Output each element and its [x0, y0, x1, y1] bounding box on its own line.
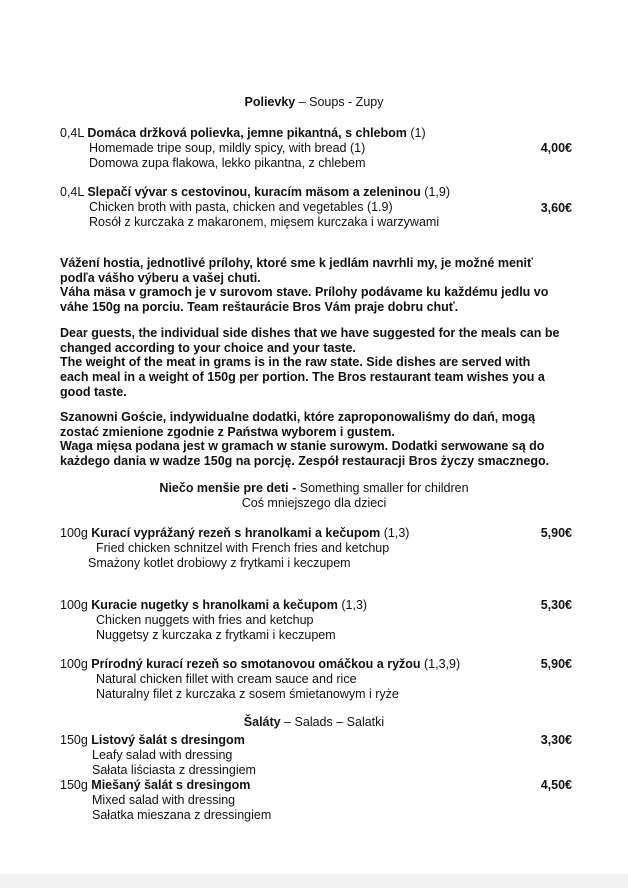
- soups-header: [0, 95, 628, 110]
- note-en: [60, 326, 580, 400]
- item-name: Listový šalát s dresingom: [91, 733, 245, 747]
- note-pl: [60, 410, 580, 469]
- item-name: Domáca držková polievka, jemne pikantná, s chlebom: [87, 126, 407, 140]
- item-allergens: (1,3): [337, 598, 368, 612]
- kids-header: [0, 481, 628, 496]
- note-line: Szanowni Goście, indywidualne dodatki, które zaproponowaliśmy do dań, mogą: [60, 410, 536, 424]
- page-bottom-edge: [0, 874, 628, 888]
- item-price: 5,30€: [540, 598, 572, 612]
- note-line: zostać zmienione zgodnie z Państwa wyborem i gustem.: [60, 424, 395, 439]
- item-allergens: (1,3,9): [420, 657, 461, 671]
- item-name: Kuracie nugetky s hranolkami a kečupom: [91, 598, 338, 612]
- note-line: każdego dania w wadze 150g na porcję. Zespół restauracji Bros życzy smacznego.: [60, 454, 550, 469]
- item-name-en: Fried chicken schnitzel with French fries and ketchup: [96, 541, 390, 555]
- item-name-pl: Domowa zupa flakowa, lekko pikantna, z chlebem: [89, 156, 366, 170]
- item-name-pl: Nuggetsy z kurczaka z frytkami i keczupem: [96, 628, 336, 642]
- soups-header-subtitle: – Soups - Zupy: [295, 95, 384, 109]
- item-name-pl: Smażony kotlet drobiowy z frytkami i keczupem: [88, 556, 351, 570]
- note-line: Dear guests, the individual side dishes that we have suggested for the meals can be: [60, 326, 560, 340]
- item-name-pl: Naturalny filet z kurczaka z sosem śmietanowym i ryże: [96, 687, 399, 701]
- item-qty: 0,4L: [60, 185, 88, 199]
- item-name: Miešaný šalát s dresingom: [91, 778, 251, 792]
- item-name-en: Homemade tripe soup, mildly spicy, with bread (1): [89, 141, 366, 155]
- item-qty: 150g: [60, 733, 92, 747]
- note-line: podľa vášho výberu a vašej chuti.: [60, 270, 261, 285]
- note-line: good taste.: [60, 384, 127, 399]
- salads-header-title: Šaláty: [243, 715, 281, 729]
- item-name-en: Chicken broth with pasta, chicken and vegetables (1.9): [89, 200, 393, 214]
- item-price: 5,90€: [540, 657, 572, 671]
- item-name-en: Leafy salad with dressing: [92, 748, 233, 762]
- item-qty: 0,4L: [60, 126, 88, 140]
- item-qty: 100g: [60, 526, 92, 540]
- item-price: 4,50€: [540, 778, 572, 792]
- item-allergens: (1): [406, 126, 426, 140]
- item-qty: 100g: [60, 657, 92, 671]
- note-line: váhe 150g na porciu. Team reštaurácie Bros Vám praje dobru chuť.: [60, 300, 459, 315]
- note-sk: [60, 256, 580, 315]
- item-qty: 100g: [60, 598, 92, 612]
- note-line: The weight of the meat in grams is in the raw state. Side dishes are served with: [60, 355, 531, 370]
- item-price: 3,30€: [540, 733, 572, 747]
- soups-header-title: Polievky: [244, 95, 296, 109]
- kids-header-title: Niečo menšie pre deti -: [159, 481, 297, 495]
- note-line: Waga mięsa podana jest w gramach w stanie surowym. Dodatki serwowane są do: [60, 439, 545, 454]
- note-line: Váha mäsa v gramoch je v surovom stave. Prílohy podávame ku každému jedlu vo: [60, 285, 549, 300]
- salads-header: [0, 715, 628, 730]
- item-price: 3,60€: [540, 201, 572, 215]
- item-name: Slepačí vývar s cestovinou, kuracím mäsom a zeleninou: [87, 185, 421, 199]
- item-name-en: Chicken nuggets with fries and ketchup: [96, 613, 314, 627]
- item-name-en: Mixed salad with dressing: [92, 793, 236, 807]
- item-qty: 150g: [60, 778, 92, 792]
- item-name-pl: Sałata liściasta z dressingiem: [92, 763, 256, 777]
- note-line: Vážení hostia, jednotlivé prílohy, ktoré sme k jedlám navrhli my, je možné meniť: [60, 256, 534, 270]
- item-price: 5,90€: [540, 526, 572, 540]
- kids-header-pl: Coś mniejszego dla dzieci: [241, 496, 387, 510]
- item-name: Kurací vyprážaný rezeň s hranolkami a kečupom: [91, 526, 381, 540]
- item-name-pl: Sałatka mieszana z dressingiem: [92, 808, 272, 822]
- item-name-pl: Rosół z kurczaka z makaronem, mięsem kurczaka i warzywami: [89, 215, 440, 229]
- item-name-en: Natural chicken fillet with cream sauce and rice: [96, 672, 357, 686]
- item-price: 4,00€: [540, 141, 572, 155]
- kids-header-subtitle: Something smaller for children: [296, 481, 469, 495]
- item-allergens: (1,3): [380, 526, 410, 540]
- note-line: each meal in a weight of 150g per portion. The Bros restaurant team wishes you a: [60, 370, 545, 385]
- note-line: changed according to your choice and your taste.: [60, 340, 356, 355]
- item-name: Prírodný kurací rezeň so smotanovou omáčkou a ryžou: [91, 657, 421, 671]
- item-allergens: (1,9): [420, 185, 451, 199]
- salads-header-subtitle: – Salads – Salatki: [280, 715, 385, 729]
